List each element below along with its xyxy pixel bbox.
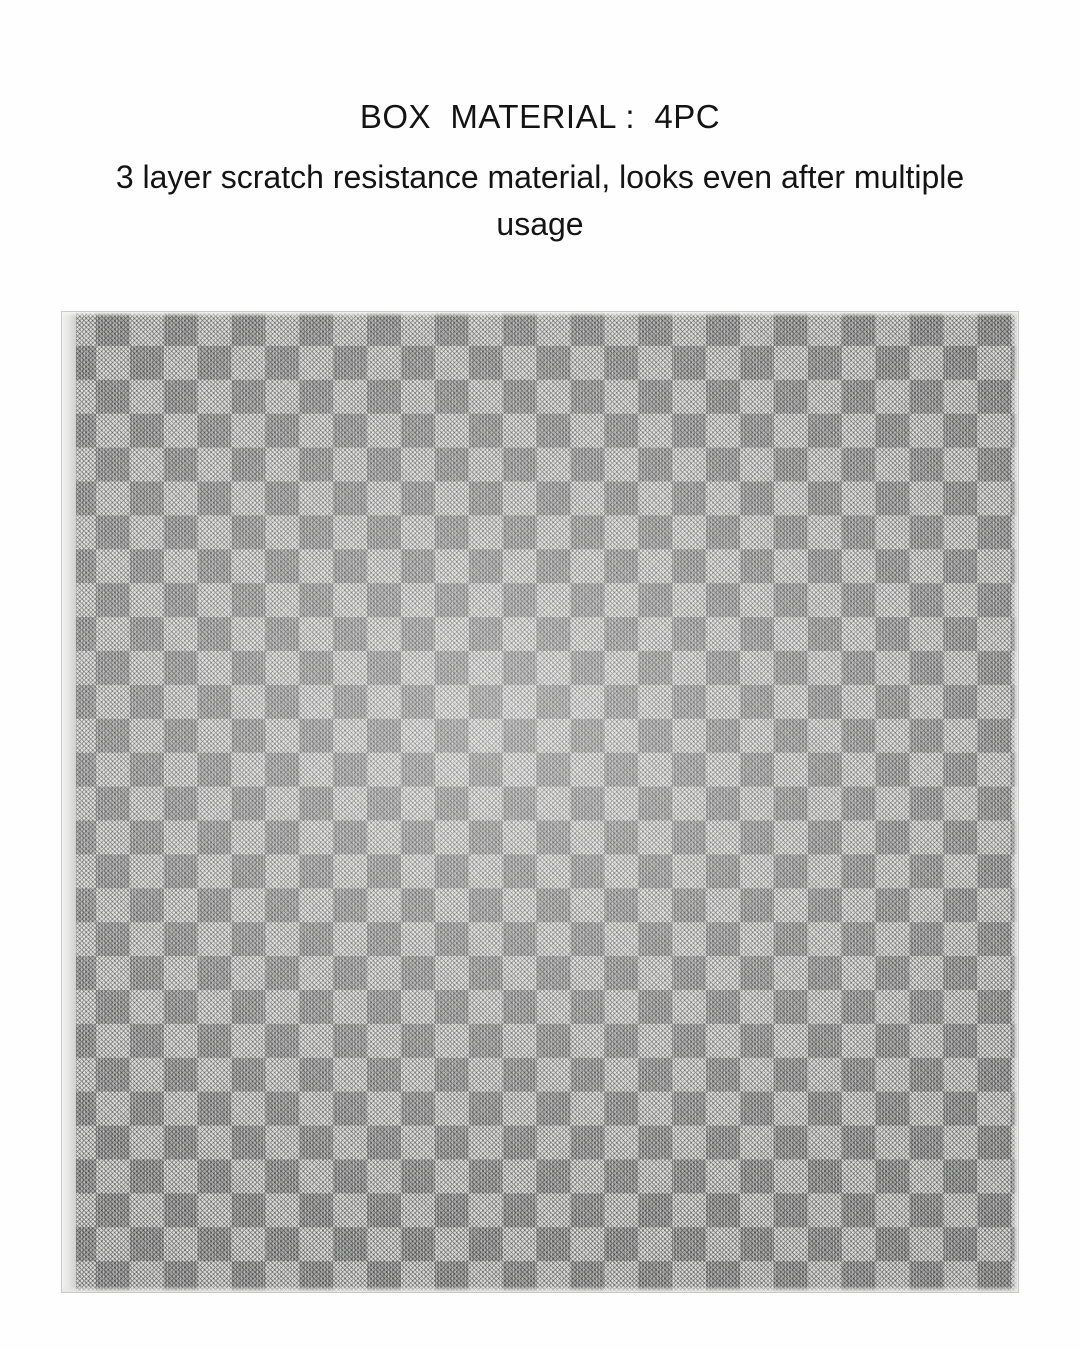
- material-right-edge: [1012, 312, 1018, 1292]
- material-left-edge: [62, 312, 76, 1292]
- checkered-fabric-swatch: [62, 312, 1018, 1292]
- material-swatch-image: [62, 312, 1018, 1292]
- page-title: BOX MATERIAL : 4PC: [359, 98, 721, 135]
- page-subtitle: 3 layer scratch resistance material, looks even after multiple usage: [115, 159, 965, 242]
- text-block: [40, 96, 1040, 248]
- material-top-edge: [62, 312, 1018, 317]
- weave-highlight-layer: [62, 312, 1018, 1292]
- material-bottom-edge: [62, 1286, 1018, 1292]
